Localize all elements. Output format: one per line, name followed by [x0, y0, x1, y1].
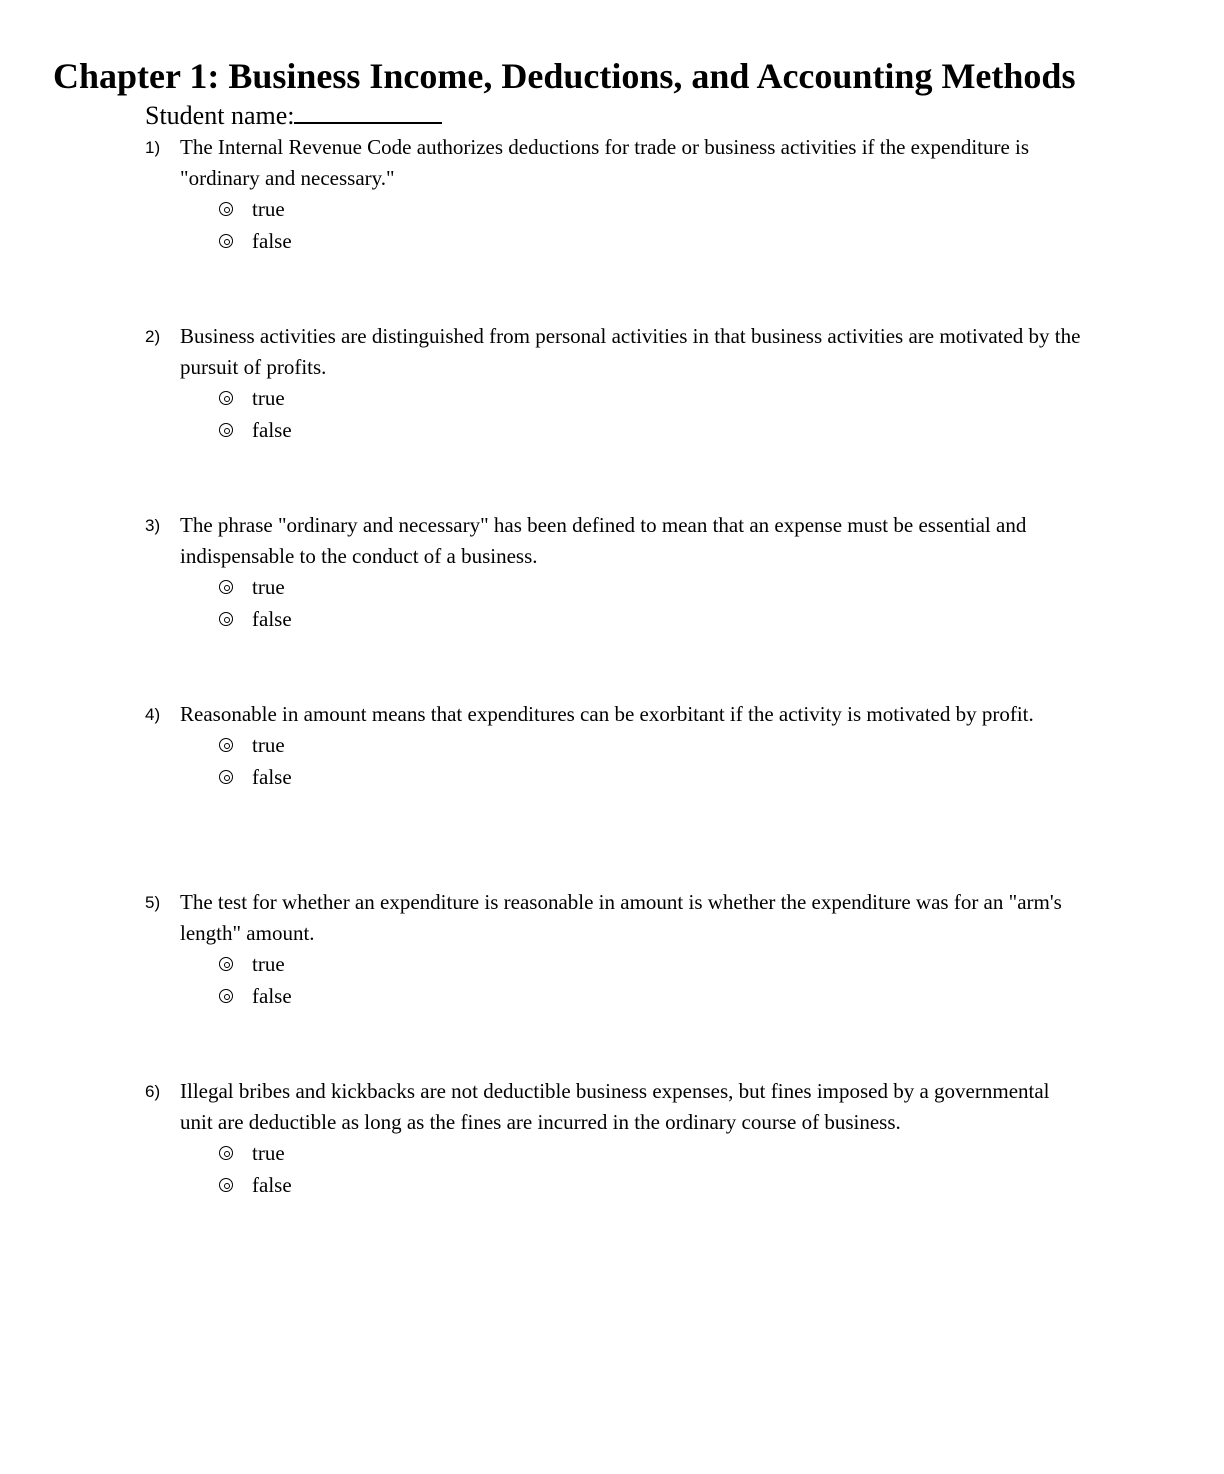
student-name-line — [145, 96, 442, 133]
answer-options — [145, 949, 1085, 1013]
option-false[interactable] — [145, 415, 1085, 447]
option-label: true — [252, 733, 285, 757]
question-number: 3) — [145, 516, 161, 535]
option-label: true — [252, 197, 285, 221]
question-number: 1) — [145, 138, 161, 157]
radio-icon[interactable] — [219, 580, 233, 594]
option-false[interactable] — [145, 226, 1085, 258]
question-2 — [145, 321, 1085, 447]
question-5 — [145, 887, 1085, 1013]
radio-icon[interactable] — [219, 202, 233, 216]
option-label: false — [252, 765, 292, 789]
question-1 — [145, 132, 1085, 258]
option-true[interactable] — [145, 383, 1085, 415]
option-false[interactable] — [145, 1170, 1085, 1202]
question-text: The phrase "ordinary and necessary" has been defined to mean that an expense must be essential and indispensable to the conduct of a business. — [180, 513, 1027, 568]
student-name-blank[interactable] — [294, 96, 442, 124]
option-label: false — [252, 229, 292, 253]
question-text: The test for whether an expenditure is reasonable in amount is whether the expenditure was for an "arm's length" amount. — [180, 890, 1062, 945]
question-text: Illegal bribes and kickbacks are not deductible business expenses, but fines imposed by a governmental unit are deductible as long as the fines are incurred in the ordinary course of business. — [180, 1079, 1050, 1134]
option-true[interactable] — [145, 572, 1085, 604]
option-false[interactable] — [145, 604, 1085, 636]
radio-icon[interactable] — [219, 1178, 233, 1192]
question-number: 2) — [145, 327, 161, 346]
answer-options — [145, 383, 1085, 447]
question-6 — [145, 1076, 1085, 1202]
question-number: 5) — [145, 893, 161, 912]
option-true[interactable] — [145, 730, 1085, 762]
radio-icon[interactable] — [219, 957, 233, 971]
question-number: 6) — [145, 1082, 161, 1101]
option-true[interactable] — [145, 194, 1085, 226]
option-label: true — [252, 1141, 285, 1165]
radio-icon[interactable] — [219, 391, 233, 405]
option-false[interactable] — [145, 981, 1085, 1013]
answer-options — [145, 1138, 1085, 1202]
radio-icon[interactable] — [219, 989, 233, 1003]
radio-icon[interactable] — [219, 770, 233, 784]
radio-icon[interactable] — [219, 234, 233, 248]
answer-options — [145, 572, 1085, 636]
radio-icon[interactable] — [219, 1146, 233, 1160]
radio-icon[interactable] — [219, 612, 233, 626]
question-text: Business activities are distinguished from personal activities in that business activities are motivated by the pursuit of profits. — [180, 324, 1081, 379]
page-title: Chapter 1: Business Income, Deductions, and Accounting Methods — [53, 56, 1076, 96]
question-text: The Internal Revenue Code authorizes deductions for trade or business activities if the expenditure is "ordinary and necessary." — [180, 135, 1030, 190]
question-number: 4) — [145, 705, 161, 724]
option-false[interactable] — [145, 762, 1085, 794]
student-name-label: Student name: — [145, 101, 295, 130]
answer-options — [145, 730, 1085, 794]
option-label: false — [252, 984, 292, 1008]
option-label: true — [252, 952, 285, 976]
question-text: Reasonable in amount means that expenditures can be exorbitant if the activity is motivated by profit. — [180, 702, 1034, 726]
option-label: true — [252, 575, 285, 599]
option-label: false — [252, 1173, 292, 1197]
option-label: true — [252, 386, 285, 410]
option-label: false — [252, 607, 292, 631]
option-true[interactable] — [145, 949, 1085, 981]
option-label: false — [252, 418, 292, 442]
question-3 — [145, 510, 1085, 636]
question-4 — [145, 699, 1085, 794]
radio-icon[interactable] — [219, 423, 233, 437]
option-true[interactable] — [145, 1138, 1085, 1170]
radio-icon[interactable] — [219, 738, 233, 752]
answer-options — [145, 194, 1085, 258]
